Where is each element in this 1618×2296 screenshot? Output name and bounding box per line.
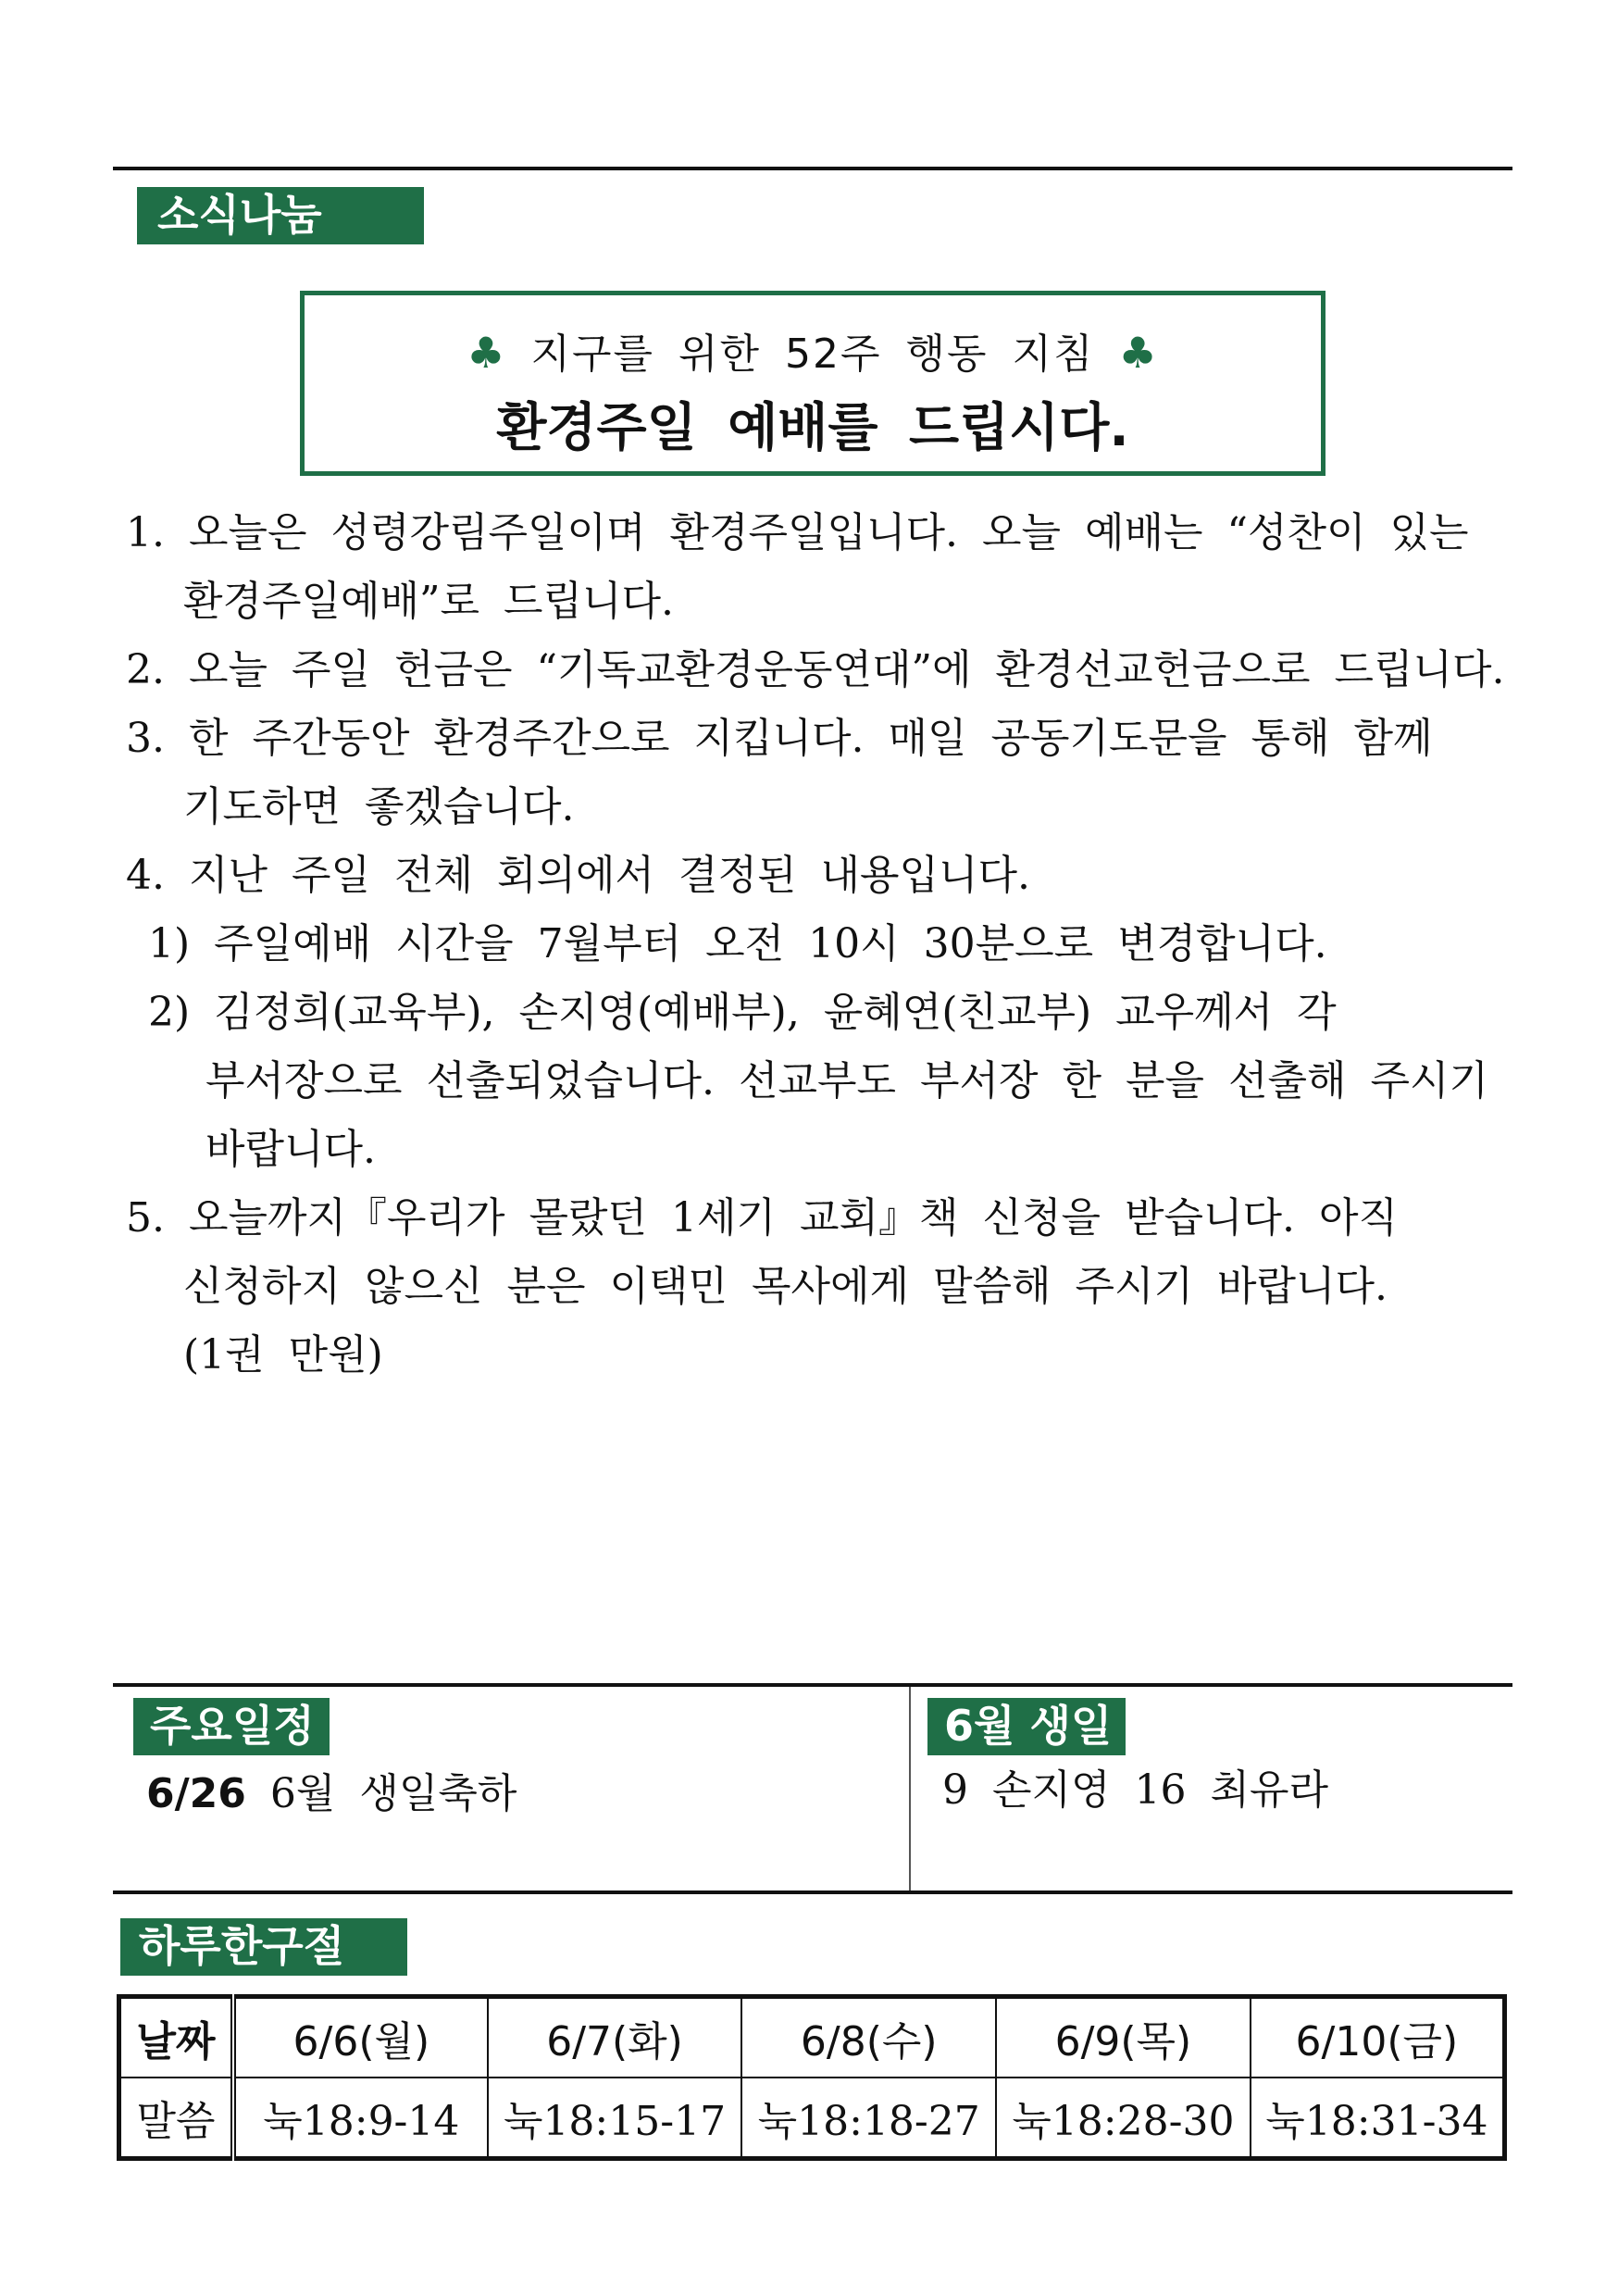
section-label-daily-verse: 하루한구절 [120, 1918, 407, 1976]
table-row [119, 2078, 1505, 2159]
news-line: 2. 오늘 주일 헌금은 “기독교환경운동연대”에 환경선교헌금으로 드립니다. [126, 646, 1505, 693]
banner-title: 환경주일 예배를 드립시다. [496, 398, 1129, 458]
schedule-bottom-divider [113, 1890, 1512, 1894]
news-line: (1권 만원) [183, 1331, 383, 1379]
row-header-date: 날짜 [119, 1997, 234, 2078]
schedule-event: 6월 생일축하 [269, 1770, 517, 1817]
section-label-schedule: 주요일정 [133, 1698, 330, 1755]
news-subline: 바랍니다. [205, 1126, 377, 1173]
passage-cell: 눅18:18-27 [741, 2078, 996, 2159]
banner-subtitle-row [305, 327, 1321, 381]
news-subline: 1) 주일예배 시간을 7월부터 오전 10시 30분으로 변경합니다. [148, 920, 1327, 967]
table-row [119, 1997, 1505, 2078]
news-line: 5. 오늘까지『우리가 몰랐던 1세기 교회』책 신청을 받습니다. 아직 [126, 1194, 1398, 1242]
news-subline: 2) 김정희(교육부), 손지영(예배부), 윤혜연(친교부) 교우께서 각 [148, 989, 1337, 1036]
date-cell: 6/8(수) [741, 1997, 996, 2078]
birthday-list: 9 손지영 16 최유라 [942, 1766, 1328, 1814]
passage-cell: 눅18:31-34 [1251, 2078, 1505, 2159]
banner-subtitle: 지구를 위한 52주 행동 지침 [530, 331, 1095, 378]
news-subline: 부서장으로 선출되었습니다. 선교부도 부서장 한 분을 선출해 주시기 [205, 1057, 1488, 1104]
schedule-item [146, 1768, 517, 1820]
news-line: 4. 지난 주일 전체 회의에서 결정된 내용입니다. [126, 852, 1030, 899]
section-label-news: 소식나눔 [137, 187, 424, 244]
news-line: 1. 오늘은 성령강림주일이며 환경주일입니다. 오늘 예배는 “성찬이 있는 [126, 509, 1469, 556]
schedule-top-divider [113, 1683, 1512, 1687]
passage-cell: 눅18:9-14 [233, 2078, 488, 2159]
club-icon: ♣ [1118, 328, 1159, 378]
column-divider [909, 1687, 911, 1892]
top-divider [113, 167, 1512, 170]
date-cell: 6/9(목) [996, 1997, 1251, 2078]
news-line: 기도하면 좋겠습니다. [183, 783, 575, 830]
passage-cell: 눅18:15-17 [488, 2078, 742, 2159]
banner-box [300, 291, 1326, 476]
news-line: 신청하지 않으신 분은 이택민 목사에게 말씀해 주시기 바랍니다. [183, 1263, 1388, 1310]
club-icon: ♣ [467, 328, 507, 378]
date-cell: 6/10(금) [1251, 1997, 1505, 2078]
news-line: 3. 한 주간동안 환경주간으로 지킵니다. 매일 공동기도문을 통해 함께 [126, 715, 1433, 762]
daily-verse-table [117, 1994, 1507, 2161]
section-label-birthdays: 6월 생일 [927, 1698, 1126, 1755]
date-cell: 6/7(화) [488, 1997, 742, 2078]
passage-cell: 눅18:28-30 [996, 2078, 1251, 2159]
schedule-date: 6/26 [146, 1770, 246, 1817]
news-line: 환경주일예배”로 드립니다. [183, 578, 675, 625]
row-header-verse: 말씀 [119, 2078, 234, 2159]
date-cell: 6/6(월) [233, 1997, 488, 2078]
